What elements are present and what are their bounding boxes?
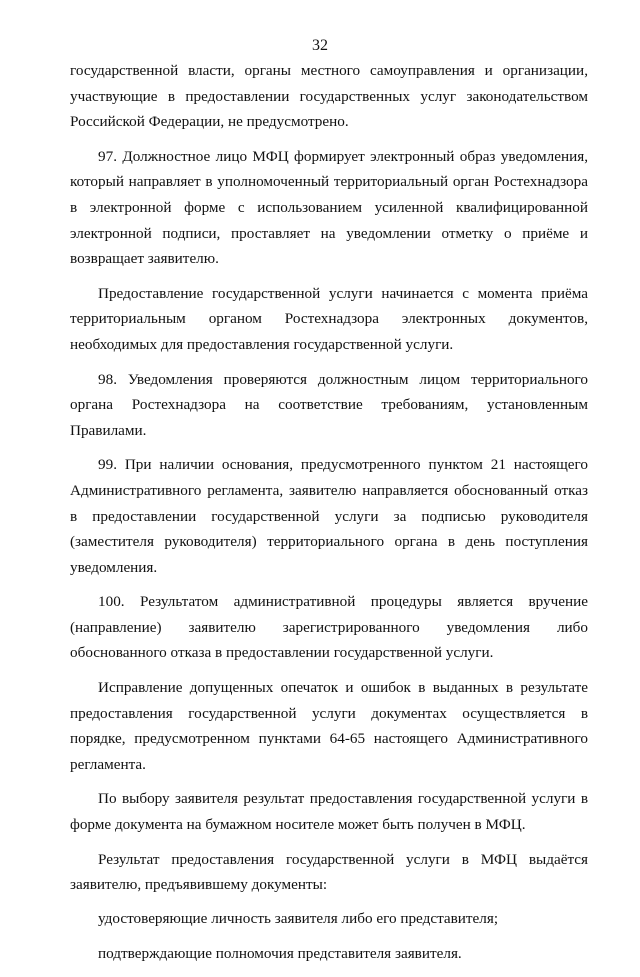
- paragraph-continuation: государственной власти, органы местного самоуправления и организации, участвующие в предоставлении государственных услуг законодательством Российской Федерации, не предусмотрено.: [70, 62, 588, 131]
- paragraph-corrections: Исправление допущенных опечаток и ошибок в выданных в результате предоставления государственной услуги документах осуществляется в порядке, предусмотренном пунктами 64-65 настоящего Административного регламента.: [70, 679, 588, 773]
- paragraph-99: 99. При наличии основания, предусмотренного пунктом 21 настоящего Административного регламента, заявителю направляется обоснованный отказ в предоставлении государственной услуги за подписью руководителя (заместителя руководителя) территориального органа в день поступления уведомления.: [70, 456, 588, 576]
- paragraph-mfc-paper: По выбору заявителя результат предоставления государственной услуги в форме документа на бумажном носителе может быть получен в МФЦ.: [70, 790, 588, 834]
- document-body: [70, 58, 588, 977]
- paragraph-97: 97. Должностное лицо МФЦ формирует электронный образ уведомления, который направляет в уполномоченный территориальный орган Ростехнадзора в электронной форме с использованием усиленной квалифицированной электронной подписи, проставляет на уведомлении отметку о приёме и возвращает заявителю.: [70, 147, 588, 268]
- paragraph-100: 100. Результатом административной процедуры является вручение (направление) заявителю зарегистрированного уведомления либо обоснованного отказа в предоставлении государственной услуги.: [70, 593, 588, 662]
- paragraph-mfc-issue: Результат предоставления государственной услуги в МФЦ выдаётся заявителю, предъявившему документы:: [70, 850, 588, 894]
- list-item-identity: удостоверяющие личность заявителя либо его представителя;: [98, 909, 499, 927]
- page-number: 32: [312, 37, 328, 54]
- list-item-authority: подтверждающие полномочия представителя заявителя.: [98, 945, 462, 963]
- paragraph-service-start: Предоставление государственной услуги начинается с момента приёма территориальным органом Ростехнадзора электронных документов, необходимых для предоставления государственной услуги.: [70, 284, 588, 353]
- paragraph-98: 98. Уведомления проверяются должностным лицом территориального органа Ростехнадзора на соответствие требованиям, установленным Правилами.: [70, 370, 588, 439]
